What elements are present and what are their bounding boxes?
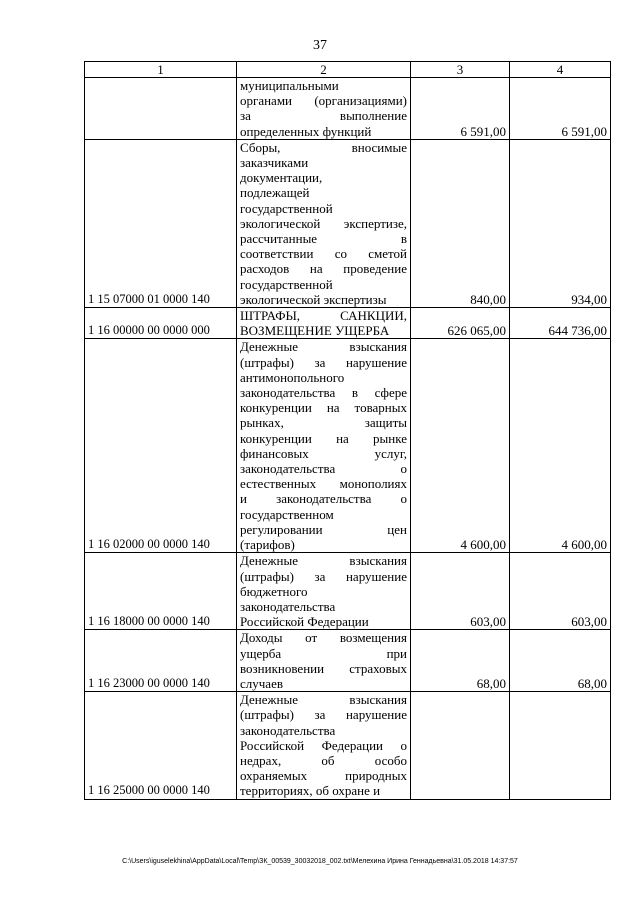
header-col-1: 1 <box>85 62 237 78</box>
description-line: регулировании цен <box>240 521 407 537</box>
description-line: законодательства о <box>240 461 407 477</box>
row-code <box>85 78 237 140</box>
row-value-col3: 6 591,00 <box>411 78 510 140</box>
row-value-col4: 644 736,00 <box>510 308 611 339</box>
description-line: Сборы, вносимые <box>240 139 407 155</box>
row-value-col4: 934,00 <box>510 139 611 307</box>
description-line: (тарифов) <box>240 537 295 553</box>
row-description <box>237 339 411 553</box>
row-value-col3 <box>411 692 510 799</box>
description-line: экологической экспертизе, <box>240 215 407 231</box>
header-col-3: 3 <box>411 62 510 78</box>
header-col-4: 4 <box>510 62 611 78</box>
description-line: муниципальными <box>240 78 339 93</box>
row-code: 1 16 23000 00 0000 140 <box>85 630 237 692</box>
row-description <box>237 630 411 692</box>
description-line: финансовых услуг, <box>240 445 407 461</box>
table-row <box>85 78 611 140</box>
description-line: антимонопольного <box>240 369 345 385</box>
row-value-col3: 840,00 <box>411 139 510 307</box>
row-code: 1 15 07000 01 0000 140 <box>85 139 237 307</box>
table-row <box>85 553 611 630</box>
description-line: (штрафы) за нарушение <box>240 707 407 723</box>
table-header-row <box>85 62 611 78</box>
table-row <box>85 339 611 553</box>
row-description <box>237 308 411 339</box>
table-row <box>85 630 611 692</box>
description-line: ШТРАФЫ, САНКЦИИ, <box>240 308 407 324</box>
table-row <box>85 692 611 799</box>
description-line: экологической экспертизы <box>240 291 387 307</box>
description-line: Российской Федерации о <box>240 737 407 753</box>
page-number: 37 <box>313 38 327 53</box>
description-line: государственном <box>240 506 334 522</box>
description-line: конкуренции на товарных <box>240 400 407 416</box>
description-line: конкуренции на рынке <box>240 430 407 446</box>
description-line: рынках, защиты <box>240 415 407 431</box>
description-line: возникновении страховых <box>240 660 407 676</box>
description-line: законодательства <box>240 598 336 614</box>
description-line: Денежные взыскания <box>240 692 407 708</box>
description-line: государственной <box>240 276 333 292</box>
description-line: органами (организациями) <box>240 93 407 109</box>
description-line: случаев <box>240 675 283 691</box>
description-line: территориях, об охране и <box>240 783 381 799</box>
row-code: 1 16 25000 00 0000 140 <box>85 692 237 799</box>
description-line: (штрафы) за нарушение <box>240 568 407 584</box>
table-row <box>85 308 611 339</box>
row-value-col4: 6 591,00 <box>510 78 611 140</box>
description-line: законодательства <box>240 722 336 738</box>
description-line: ВОЗМЕЩЕНИЕ УЩЕРБА <box>240 323 390 339</box>
table-row <box>85 139 611 307</box>
row-value-col3: 626 065,00 <box>411 308 510 339</box>
description-line: документации, <box>240 170 323 186</box>
row-value-col3: 68,00 <box>411 630 510 692</box>
row-description <box>237 553 411 630</box>
description-line: определенных функций <box>240 123 372 139</box>
description-line: заказчиками <box>240 155 309 171</box>
description-line: государственной <box>240 200 333 216</box>
description-line: за выполнение <box>240 108 407 124</box>
row-description <box>237 78 411 140</box>
description-line: соответствии со сметой <box>240 246 407 262</box>
row-code: 1 16 00000 00 0000 000 <box>85 308 237 339</box>
description-line: недрах, об особо <box>240 752 407 768</box>
description-line: естественных монополиях <box>240 476 407 492</box>
row-value-col3: 603,00 <box>411 553 510 630</box>
row-value-col3: 4 600,00 <box>411 339 510 553</box>
description-line: (штрафы) за нарушение <box>240 354 407 370</box>
description-line: законодательства в сфере <box>240 385 407 401</box>
description-line: Доходы от возмещения <box>240 630 407 646</box>
row-description <box>237 139 411 307</box>
file-path-footer: C:\Users\iguselekhina\AppData\Local\Temp\ЗК_00539_30032018_002.txt\Мелехина Ирина Геннадьевна\31.05.2018 14:37:57 <box>122 858 518 865</box>
row-description <box>237 692 411 799</box>
description-line: подлежащей <box>240 185 310 201</box>
description-line: Денежные взыскания <box>240 339 407 355</box>
row-code: 1 16 02000 00 0000 140 <box>85 339 237 553</box>
description-line: охраняемых природных <box>240 768 407 784</box>
description-line: Денежные взыскания <box>240 553 407 569</box>
row-value-col4 <box>510 692 611 799</box>
header-col-2: 2 <box>237 62 411 78</box>
table-body <box>85 78 611 800</box>
description-line: бюджетного <box>240 583 308 599</box>
description-line: ущерба при <box>240 645 407 661</box>
row-value-col4: 4 600,00 <box>510 339 611 553</box>
row-value-col4: 603,00 <box>510 553 611 630</box>
row-value-col4: 68,00 <box>510 630 611 692</box>
description-line: рассчитанные в <box>240 231 407 247</box>
description-line: расходов на проведение <box>240 261 407 277</box>
budget-table <box>84 61 611 800</box>
row-code: 1 16 18000 00 0000 140 <box>85 553 237 630</box>
description-line: Российской Федерации <box>240 614 369 630</box>
description-line: и законодательства о <box>240 491 407 507</box>
